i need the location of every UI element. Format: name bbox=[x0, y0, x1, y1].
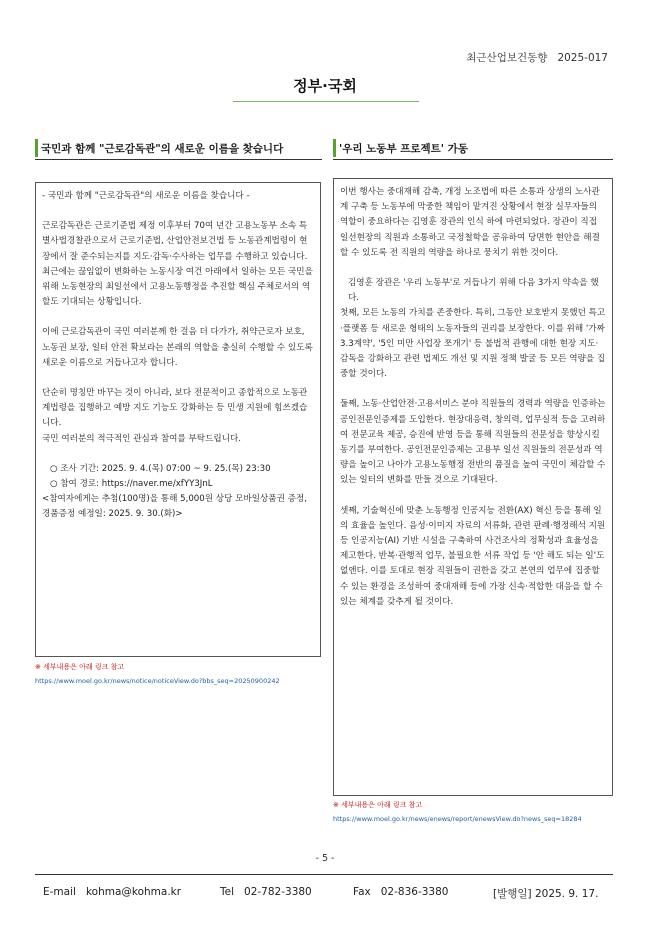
footer-fax bbox=[353, 886, 448, 898]
page-number: - 5 - bbox=[315, 853, 335, 864]
footer-issue-date: [발행일] 2025. 9. 17. bbox=[493, 888, 599, 900]
fax-label: Fax bbox=[353, 886, 371, 898]
footer-divider bbox=[35, 874, 613, 875]
section-title-underline bbox=[233, 101, 419, 102]
article-paragraph: 국민 여러분의 적극적인 관심과 참여를 부탁드립니다. bbox=[42, 433, 242, 444]
footer-tel bbox=[220, 886, 312, 898]
section-title: 정부·국회 bbox=[293, 77, 357, 95]
prize-notice: <참여자에게는 추첨(100명)을 통해 5,000원 상당 모바일상품권 증정, 경품증정 예정일: 2025. 9. 30.(화)> bbox=[42, 494, 307, 520]
heading-underline bbox=[333, 159, 613, 160]
tel-label: Tel bbox=[220, 886, 235, 898]
right-detail-link[interactable]: https://www.moel.go.kr/news/enews/report/enewsView.do?news_seq=18284 bbox=[333, 815, 582, 823]
heading-accent-bar bbox=[333, 139, 336, 157]
heading-accent-bar bbox=[35, 139, 38, 157]
right-article-heading bbox=[333, 139, 613, 161]
heading-underline bbox=[35, 159, 322, 160]
left-article-box bbox=[35, 182, 321, 657]
article-paragraph: 단순히 명칭만 바꾸는 것이 아니라, 보다 전문적이고 종합적으로 노동관계법령을 집행하고 예방 지도 기능도 강화하는 등 민생 지원에 힘쓰겠습니다. bbox=[42, 388, 308, 429]
survey-period: ○ 조사 기간: 2025. 9. 4.(목) 07:00 ~ 9. 25.(목) 23:30 bbox=[50, 463, 271, 474]
tel-value: 02-782-3380 bbox=[244, 886, 312, 898]
participation-url[interactable]: ○ 참여 경로: https://naver.me/xfYY3JnL bbox=[50, 479, 213, 490]
publication-name: 최근산업보건동향 bbox=[466, 52, 548, 64]
article-paragraph: 최근에는 끊임없이 변화하는 노동시장 여건 아래에서 일하는 모든 국민을 위해 노동현장의 최일선에서 고용노동행정을 추진할 핵심 주체로서의 역할도 기대되는 상황입니다. bbox=[42, 266, 313, 308]
promise-third: 셋째, 기술혁신에 맞춘 노동행정 인공지능 전환(AX) 혁신 등을 통해 일의 효율을 높인다. 음성·이미지 자료의 서류화, 관련 판례·행정해석 지원 등 인공지능(AI) 기반 시설을 구축하여 사건조사의 정확성과 효율성을 제고한다. 반복·관행적 업무, 불필요한 서류 작업 등 '안 해도 되는 일'도 없앤다. 이를 토대로 현장 직원들이 권한을 갖고 본연의 업무에 집중할 수 있는 환경을 조성하여 중대재해 등에 가장 신속·적합한 대응을 할 수 있는 체계를 갖추게 될 것이다. bbox=[340, 505, 606, 607]
email-label: E-mail bbox=[43, 886, 76, 898]
promise-second: 둘째, 노동·산업안전·고용서비스 분야 직원들의 경력과 역량을 인증하는 공인전문인증제를 도입한다. 현장대응력, 창의력, 업무실적 등을 고려하여 전문교육 제공, 승진에 반영 등을 통해 직원들의 전문성을 향상시킬 동기를 부여한다. 공인전문인증제는 고용부 일선 직원들의 전문성과 역량을 높이고 나아가 고용노동행정 전반의 품질을 높여 국민이 체감할 수 있는 일터의 변화를 만들 것으로 기대된다. bbox=[340, 399, 606, 486]
left-article-heading bbox=[35, 139, 322, 161]
left-note: ※ 세부내용은 아래 링크 참고 bbox=[35, 663, 125, 671]
article-subtitle: - 국민과 함께 "근로감독관"의 새로운 이름을 찾습니다 - bbox=[42, 191, 250, 201]
right-article-box bbox=[333, 178, 613, 796]
article-paragraph: 이에 근로감독관이 국민 여러분께 한 걸음 더 다가가, 취약근로자 보호, 노동권 보장, 일터 안전 확보라는 본래의 역할을 충실히 수행할 수 있도록 새로운 이름으로 거듭나고자 합니다. bbox=[42, 327, 313, 368]
issue-number: 2025-017 bbox=[557, 52, 608, 64]
publication-header bbox=[466, 50, 608, 65]
footer-email bbox=[43, 886, 181, 898]
article-paragraph: 김영훈 장관은 '우리 노동부'로 거듭나기 위해 다음 3가지 약속을 했다. bbox=[348, 278, 599, 304]
article-paragraph: 이번 행사는 중대재해 감축, 개정 노조법에 따른 소통과 상생의 노사관계 구축 등 노동부에 막중한 책임이 맡겨진 상황에서 현장 실무자들의 역할이 중요하다는 김영훈 장관의 인식 하에 마련되었다. 장관이 직접 일선현장의 직원과 소통하고 국정철학을 공유하여 당면한 현안을 해결할 수 있도록 전 직원의 역량을 하나로 뭉치기 위한 것이다. bbox=[340, 187, 600, 258]
fax-value: 02-836-3380 bbox=[380, 886, 449, 898]
promise-first: 첫째, 모든 노동의 가치를 존중한다. 특히, 그동안 보호받지 못했던 특고·플랫폼 등 새로운 형태의 노동자들의 권리를 보장한다. 이를 위해 '가짜 3.3계약', '5인 미만 사업장 쪼개기' 등 불법적 관행에 대한 현장 지도·감독을 강화하고 관련 법제도 개선 및 지원 정책 발굴 등 모든 역량을 집중할 것이다. bbox=[340, 308, 606, 380]
left-heading-text: 국민과 함께 "근로감독관"의 새로운 이름을 찾습니다 bbox=[41, 143, 284, 155]
email-value[interactable]: kohma@kohma.kr bbox=[85, 886, 182, 898]
left-detail-link[interactable]: https://www.moel.go.kr/news/notice/noticeView.do?bbs_seq=20250900242 bbox=[35, 677, 280, 685]
right-note: ※ 세부내용은 아래 링크 참고 bbox=[333, 801, 423, 809]
article-paragraph: 근로감독관은 근로기준법 제정 이후부터 70여 년간 고용노동부 소속 특별사법경찰관으로서 근로기준법, 산업안전보건법 등 노동관계법령이 현장에서 잘 준수되는지를 지도·감독·수사하는 업무를 수행하고 있습니다. bbox=[42, 221, 308, 262]
right-heading-text: '우리 노동부 프로젝트' 가동 bbox=[339, 143, 468, 155]
